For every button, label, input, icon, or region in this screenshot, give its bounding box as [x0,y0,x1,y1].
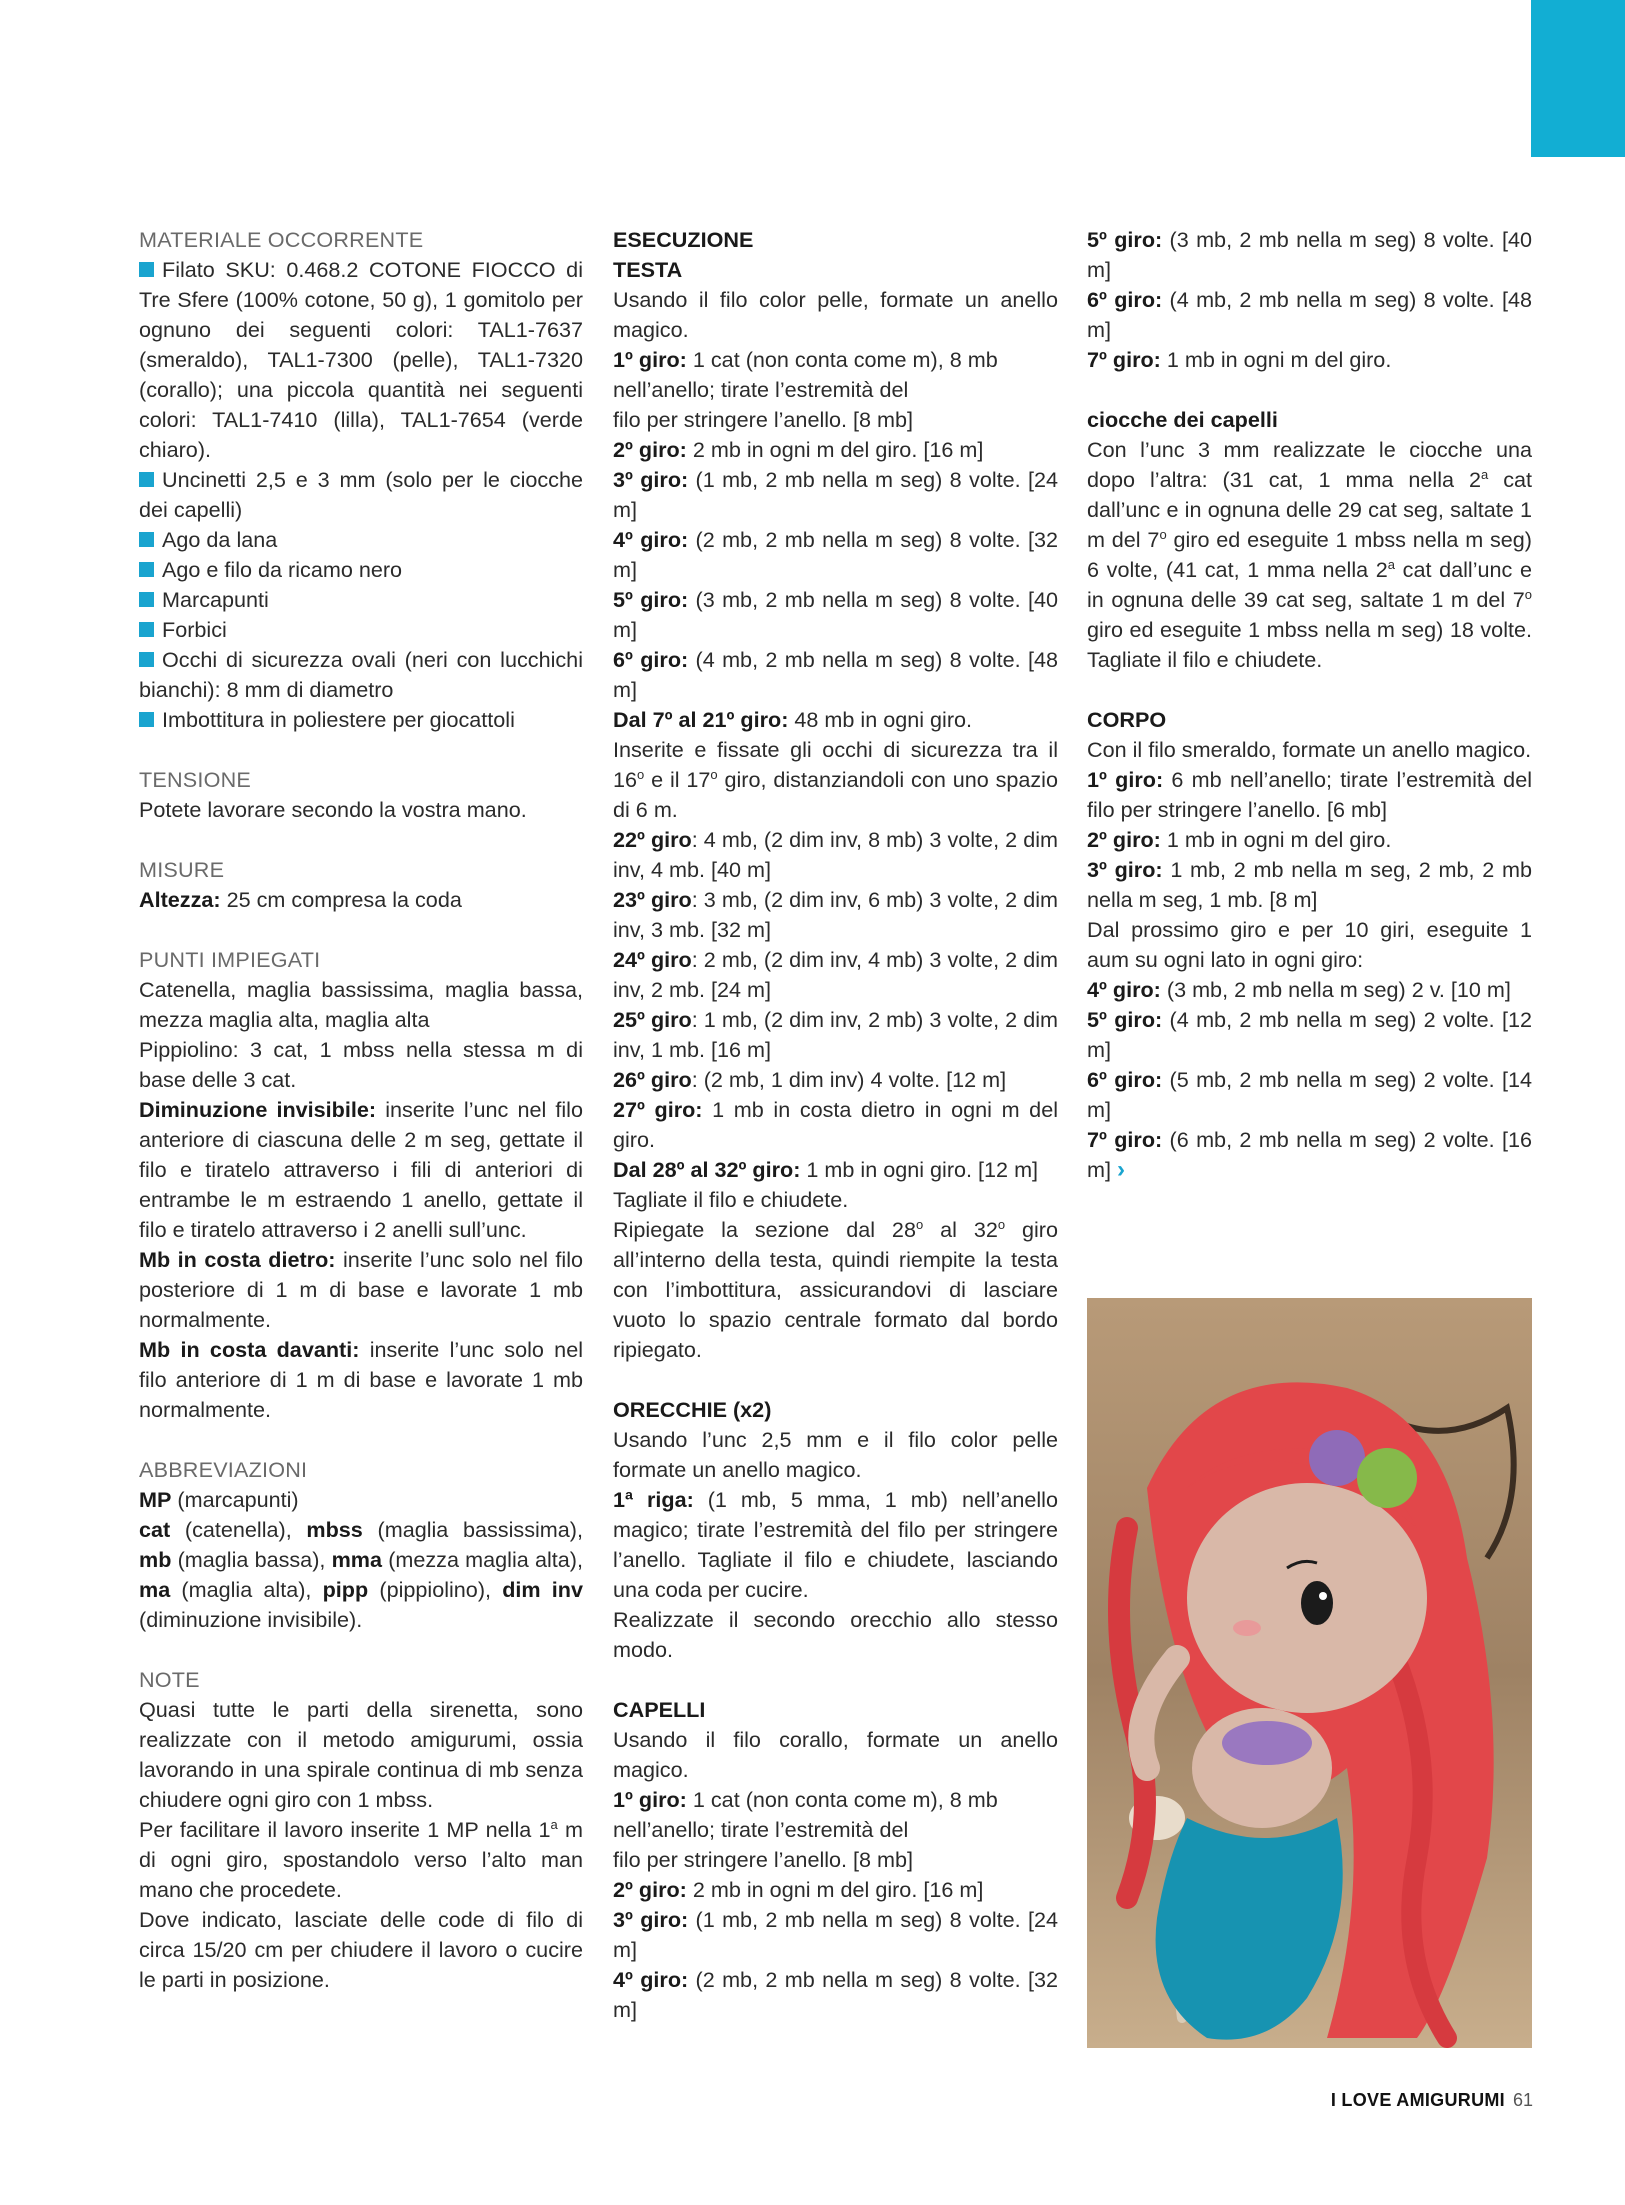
ears-row: 1ª riga: (1 mb, 5 mma, 1 mb) nell’anello magico; tirate l’estremità del filo per stringere l’anello. Tagliate il filo e chiudete, lasciando una coda per cucire. [613,1487,1058,1602]
abbrev-list: cat (catenella), mbss (maglia bassissima), mb (maglia bassa), mma (mezza maglia alta), ma (maglia alta), pipp (pippiolino), dim inv (diminuzione invisibile). [139,1517,583,1632]
head-round: Dal 7º al 21º giro: 48 mb in ogni giro. [613,707,973,732]
body-round: 3º giro: 1 mb, 2 mb nella m seg, 2 mb, 2 mb nella m seg, 1 mb. [8 m] [1087,857,1532,912]
material-item: Filato SKU: 0.468.2 COTONE FIOCCO di Tre Sfere (100% cotone, 50 g), 1 gomitolo per ognuno dei seguenti colori: TAL1-7637 (smeraldo), TAL1-7300 (pelle), TAL1-7320 (corallo); una piccola quantità nei seguenti colori: TAL1-7410 (lilla), TAL1-7654 (verde chiaro). [139,257,583,462]
body-round: 4º giro: (3 mb, 2 mb nella m seg) 2 v. [10 m] [1087,977,1511,1002]
column-execution [613,225,1058,2025]
square-bullet-icon [139,532,154,547]
page-footer [1331,2090,1533,2111]
locks-text: Con l’unc 3 mm realizzate le ciocche una dopo l’altra: (31 cat, 1 mma nella 2$^a$ cat dall’unc e in ognuna delle 29 cat seg, saltate 1 m del 7$^o$ giro ed eseguite 1 mbss nella m seg) 6 volte, (41 cat, 1 mma nella 2$^a$ cat dall’unc e in ognuna delle 39 cat seg, saltate 1 m del 7$^o$ giro ed eseguite 1 mbss nella m seg) 18 volte. Tagliate il filo e chiudete. [1087,437,1533,672]
body-round: 1º giro: 6 mb nell’anello; tirate l’estremità del filo per stringere l’anello. [6 mb] [1087,767,1532,822]
body-round: 2º giro: 1 mb in ogni m del giro. [1087,827,1392,852]
chevron-right-icon: › [1117,1156,1125,1183]
head-round: 3º giro: (1 mb, 2 mb nella m seg) 8 volte. [24 m] [613,467,1058,522]
square-bullet-icon [139,592,154,607]
hair-round: 3º giro: (1 mb, 2 mb nella m seg) 8 volte. [24 m] [613,1907,1058,1962]
head-round: 27º giro: 1 mb in costa dietro in ogni m del giro. [613,1097,1058,1152]
page-corner-tab [1531,0,1625,157]
head-section-title: TESTA [613,257,683,282]
head-round: 2º giro: 2 mb in ogni m del giro. [16 m] [613,437,984,462]
hair-round: 5º giro: (3 mb, 2 mb nella m seg) 8 volte. [40 m] [1087,227,1532,282]
abbrev-heading: ABBREVIAZIONI [139,1457,308,1482]
notes-heading: NOTE [139,1667,200,1692]
notes-paragraph: Dove indicato, lasciate delle code di filo di circa 15/20 cm per chiudere il lavoro o cucire le parti in posizione. [139,1907,583,1992]
hair-round-1: 1º giro: 1 cat (non conta come m), 8 mb nell’anello; tirate l’estremità del [613,1787,998,1842]
body-round: 6º giro: (5 mb, 2 mb nella m seg) 2 volte. [14 m] [1087,1067,1532,1122]
material-item: Marcapunti [139,585,583,615]
head-round: 4º giro: (2 mb, 2 mb nella m seg) 8 volte. [32 m] [613,527,1058,582]
head-intro: Usando il filo color pelle, formate un anello magico. [613,287,1058,342]
square-bullet-icon [139,472,154,487]
body-round: 5º giro: (4 mb, 2 mb nella m seg) 2 volte. [12 m] [1087,1007,1532,1062]
body-round: 7º giro: (6 mb, 2 mb nella m seg) 2 volte. [16 m] › [1087,1127,1532,1183]
eye [1301,1581,1333,1625]
head-fold: Ripiegate la sezione dal 28$^o$ al 32$^o$ giro all’interno della testa, quindi riempite la testa con l’imbottitura, assicurandovi di lasciare vuoto lo spazio centrale formato dal bordo ripiegato. [613,1217,1058,1362]
cheek [1233,1620,1261,1636]
shell-top [1222,1721,1312,1765]
stitches-list: Catenella, maglia bassissima, maglia bassa, mezza maglia alta, maglia alta [139,977,583,1032]
square-bullet-icon [139,262,154,277]
square-bullet-icon [139,712,154,727]
head-round: 5º giro: (3 mb, 2 mb nella m seg) 8 volte. [40 m] [613,587,1058,642]
head-round: 22º giro: 4 mb, (2 dim inv, 8 mb) 3 volte, 2 dim inv, 4 mb. [40 m] [613,827,1058,882]
measures-text: Altezza: 25 cm compresa la coda [139,887,462,912]
column-materials [139,225,583,1995]
stitch-definition: Mb in costa dietro: inserite l’unc solo nel filo posteriore di 1 m di base e lavorate 1 mb normalmente. [139,1247,583,1332]
tension-text: Potete lavorare secondo la vostra mano. [139,797,527,822]
page-number: 61 [1512,2090,1533,2110]
square-bullet-icon [139,652,154,667]
hair-round: 2º giro: 2 mb in ogni m del giro. [16 m] [613,1877,984,1902]
head-round-1-cont: filo per stringere l’anello. [8 mb] [613,407,914,432]
hair-round-1-cont: filo per stringere l’anello. [8 mb] [613,1847,914,1872]
head-eyes: Inserite e fissate gli occhi di sicurezza tra il 16$^o$ e il 17$^o$ giro, distanziandoli con uno spazio di 6 m. [613,737,1058,822]
hair-round: 7º giro: 1 mb in ogni m del giro. [1087,347,1392,372]
stitch-definition: Mb in costa davanti: inserite l’unc solo nel filo anteriore di 1 m di base e lavorate 1 mb normalmente. [139,1337,583,1422]
hair-round: 6º giro: (4 mb, 2 mb nella m seg) 8 volte. [48 m] [1087,287,1532,342]
head-round-1: 1º giro: 1 cat (non conta come m), 8 mb nell’anello; tirate l’estremità del [613,347,998,402]
stitches-heading: PUNTI IMPIEGATI [139,947,321,972]
body-next: Dal prossimo giro e per 10 giri, eseguite 1 aum su ogni lato in ogni giro: [1087,917,1532,972]
stitch-definition: Diminuzione invisibile: inserite l’unc nel filo anteriore di ciascuna delle 2 m seg, gettate il filo e tiratelo attraverso i fili di anteriori di entrambe le m estraendo 1 anello, gettate il filo e tiratelo attraverso i 2 anelli sull’unc. [139,1097,583,1242]
head-round: Dal 28º al 32º giro: 1 mb in ogni giro. [12 m] [613,1157,1039,1182]
notes-paragraph: Quasi tutte le parti della sirenetta, sono realizzate con il metodo amigurumi, ossia lavorando in una spirale continua di mb senza chiudere ogni giro con 1 mbss. [139,1697,583,1812]
stitches-picot: Pippiolino: 3 cat, 1 mbss nella stessa m di base delle 3 cat. [139,1037,583,1092]
magazine-title: I LOVE AMIGURUMI [1330,2090,1505,2110]
head-round: 6º giro: (4 mb, 2 mb nella m seg) 8 volte. [48 m] [613,647,1058,702]
head-round: 23º giro: 3 mb, (2 dim inv, 6 mb) 3 volte, 2 dim inv, 3 mb. [32 m] [613,887,1058,942]
hair-round: 4º giro: (2 mb, 2 mb nella m seg) 8 volte. [32 m] [613,1967,1058,2022]
square-bullet-icon [139,622,154,637]
locks-section-title: ciocche dei capelli [1087,407,1278,432]
material-item: Uncinetti 2,5 e 3 mm (solo per le ciocche dei capelli) [139,467,583,522]
green-flower [1357,1448,1417,1508]
column-continued [1087,225,1532,1185]
body-intro: Con il filo smeraldo, formate un anello magico. [1087,737,1532,762]
material-item: Forbici [139,615,583,645]
head-round: 26º giro: (2 mb, 1 dim inv) 4 volte. [12 m] [613,1067,1007,1092]
notes-paragraph: Per facilitare il lavoro inserite 1 MP nella 1$^a$ m di ogni giro, spostandolo verso l’alto man mano che procedete. [139,1817,583,1902]
square-bullet-icon [139,562,154,577]
lilac-flower [1309,1430,1365,1486]
abbrev-mp: MP (marcapunti) [139,1487,299,1512]
body-section-title: CORPO [1087,707,1167,732]
eye-highlight [1319,1592,1327,1600]
hair-intro: Usando il filo corallo, formate un anello magico. [613,1727,1058,1782]
head-round: 25º giro: 1 mb, (2 dim inv, 2 mb) 3 volte, 2 dim inv, 1 mb. [16 m] [613,1007,1058,1062]
execution-heading: ESECUZIONE [613,227,754,252]
materials-heading: MATERIALE OCCORRENTE [139,227,424,252]
tension-heading: TENSIONE [139,767,251,792]
ears-intro: Usando l’unc 2,5 mm e il filo color pelle formate un anello magico. [613,1427,1058,1482]
ears-second: Realizzate il secondo orecchio allo stesso modo. [613,1607,1058,1662]
hair-section-title: CAPELLI [613,1697,706,1722]
mermaid-illustration [1087,1298,1532,2048]
measures-heading: MISURE [139,857,225,882]
head-round: 24º giro: 2 mb, (2 dim inv, 4 mb) 3 volte, 2 dim inv, 2 mb. [24 m] [613,947,1058,1002]
head-cut: Tagliate il filo e chiudete. [613,1187,849,1212]
ears-section-title: ORECCHIE (x2) [613,1397,772,1422]
material-item: Imbottitura in poliestere per giocattoli [139,705,583,735]
mermaid-photo [1087,1298,1532,2048]
material-item: Occhi di sicurezza ovali (neri con lucchichi bianchi): 8 mm di diametro [139,647,583,702]
material-item: Ago e filo da ricamo nero [139,555,583,585]
material-item: Ago da lana [139,525,583,555]
